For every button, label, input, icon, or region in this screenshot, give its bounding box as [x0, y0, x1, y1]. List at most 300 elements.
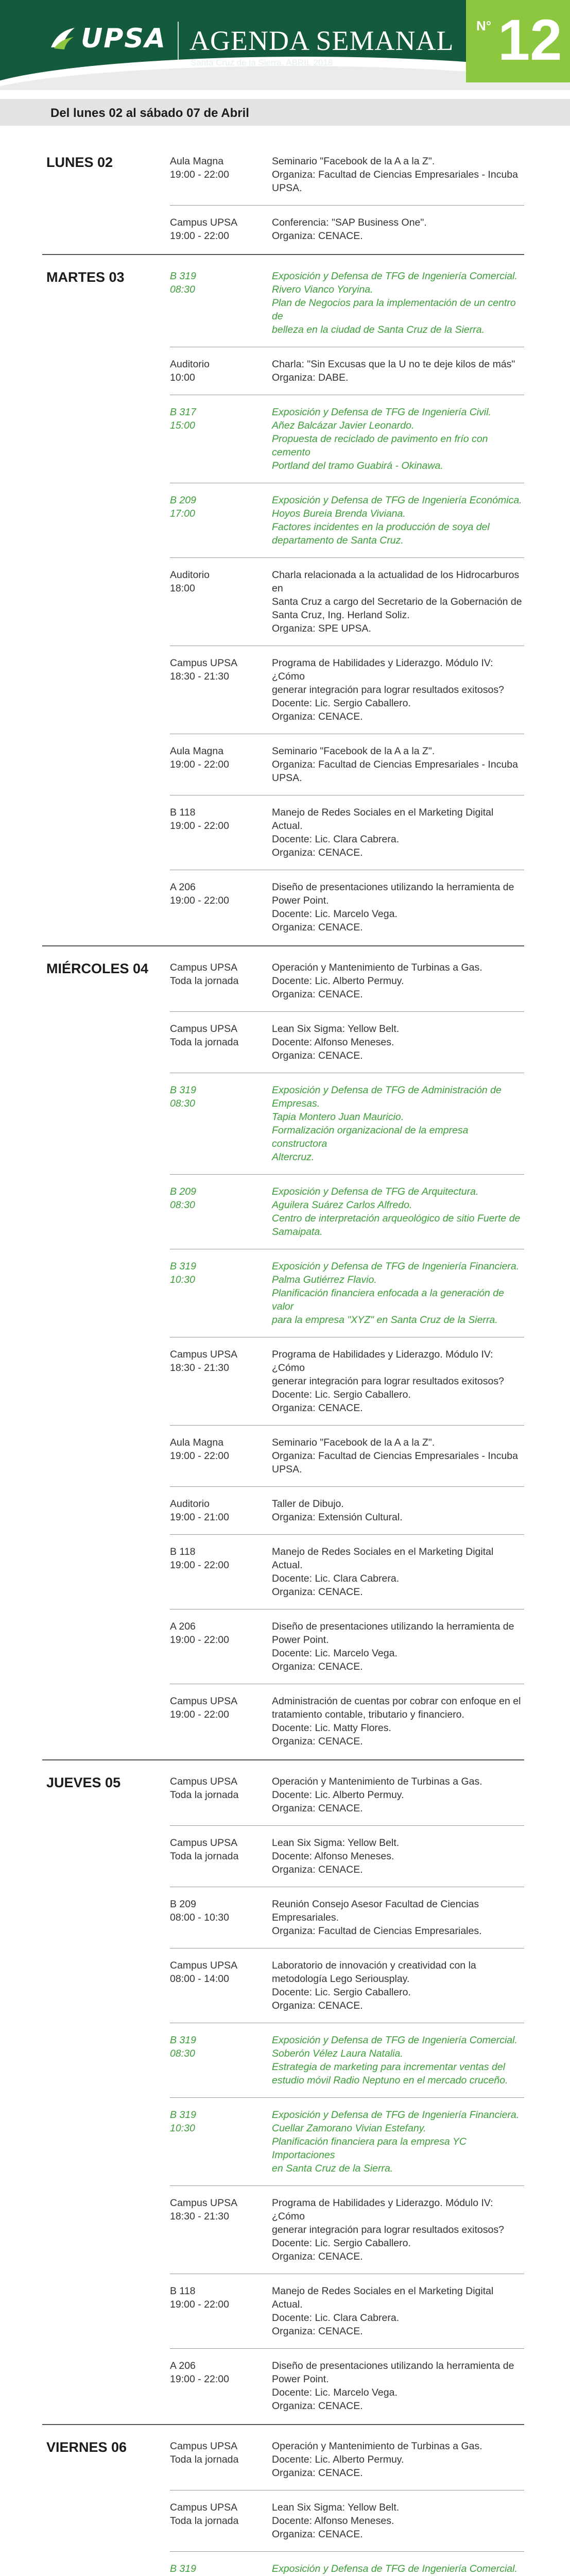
event-description [272, 1694, 524, 1748]
event-description-line: belleza en la ciudad de Santa Cruz de la Sierra. [272, 324, 485, 335]
event-description-line: Docente: Lic. Sergio Caballero. [272, 1987, 411, 1998]
event-description-line: Factores incidentes en la producción de soya del [272, 521, 490, 533]
event-location-time [170, 494, 272, 547]
event-description-line: Docente: Lic. Marcelo Vega. [272, 1648, 398, 1659]
event-location: Aula Magna [170, 1437, 224, 1448]
event-description-line: Operación y Mantenimiento de Turbinas a Gas. [272, 2441, 482, 2452]
event-description-line: Organiza: CENACE. [272, 2467, 363, 2479]
event-description [272, 1497, 524, 1524]
event-time: 18:30 - 21:30 [170, 1362, 229, 1374]
event-time: 08:00 - 14:00 [170, 1973, 229, 1985]
event-description-line: Diseño de presentaciones utilizando la herramienta de [272, 882, 514, 893]
event-description-line: Organiza: CENACE. [272, 2529, 363, 2540]
event-time: Toda la jornada [170, 2515, 239, 2527]
event-location-time [170, 358, 272, 384]
event-entry [170, 1497, 570, 1524]
weekly-schedule [0, 155, 570, 2576]
event-entry [170, 1775, 570, 1815]
event-entry [170, 2284, 570, 2338]
event-description-line: UPSA. [272, 1464, 302, 1475]
event-time: 15:00 [170, 420, 195, 431]
event-description-line: Power Point. [272, 2374, 329, 2385]
date-range: Del lunes 02 al sábado 07 de Abril [50, 106, 249, 120]
event-time: 19:00 - 22:00 [170, 1634, 229, 1646]
event-description-line: Portland del tramo Guabirá - Okinawa. [272, 460, 443, 471]
event-time: Toda la jornada [170, 1851, 239, 1862]
event-location: Campus UPSA [170, 2502, 238, 2513]
event-time: 18:30 - 21:30 [170, 671, 229, 682]
event-entry [170, 1620, 570, 1673]
event-location-time [170, 1775, 272, 1815]
event-description-line: Docente: Lic. Marcelo Vega. [272, 2387, 398, 2398]
event-location: Aula Magna [170, 745, 224, 757]
event-description-line: Lean Six Sigma: Yellow Belt. [272, 1837, 400, 1849]
event-description [272, 806, 524, 859]
event-description-line: Docente: Lic. Clara Cabrera. [272, 1573, 400, 1584]
event-description-line: Organiza: CENACE. [272, 1864, 363, 1875]
event-description-line: Soberón Vélez Laura Natalia. [272, 2048, 403, 2059]
event-description-line: Altercruz. [272, 1151, 315, 1163]
event-description-line: Lean Six Sigma: Yellow Belt. [272, 1023, 400, 1035]
event-entry [170, 1545, 570, 1599]
thesis-defense-entry [170, 1083, 570, 1164]
event-entry [170, 216, 570, 243]
event-time: 19:00 - 22:00 [170, 1560, 229, 1571]
event-description [272, 568, 524, 635]
event-location: Campus UPSA [170, 1960, 238, 1971]
event-description-line: Empresas. [272, 1098, 320, 1109]
event-location: B 319 [170, 270, 196, 282]
event-description-line: Santa Cruz a cargo del Secretario de la Gobernación de [272, 596, 522, 607]
event-location-time [170, 806, 272, 859]
event-description-line: Seminario "Facebook de la A a la Z". [272, 1437, 435, 1448]
event-location: B 319 [170, 2109, 196, 2121]
event-entry [170, 2196, 570, 2263]
event-description-line: Docente: Alfonso Meneses. [272, 2515, 394, 2527]
event-time: 19:00 - 22:00 [170, 820, 229, 832]
event-description-line: Estrategia de marketing para incrementar ventas del [272, 2061, 506, 2073]
entry-divider [170, 1534, 524, 1535]
event-description-line: Programa de Habilidades y Liderazgo. Módulo IV: ¿Cómo [272, 2197, 493, 2222]
event-entry [170, 656, 570, 723]
day-heading: JUEVES 05 [46, 1775, 121, 1790]
event-description-line: Propuesta de reciclado de pavimento en frío con cemento [272, 433, 488, 458]
day-divider [42, 2424, 524, 2425]
event-description-line: Organiza: CENACE. [272, 1050, 363, 1061]
event-location-time [170, 568, 272, 635]
event-location: B 319 [170, 2035, 196, 2046]
event-description-line: para la empresa "XYZ" en Santa Cruz de la Sierra. [272, 1314, 498, 1326]
event-description-line: Organiza: CENACE. [272, 922, 363, 933]
event-time: 19:00 - 22:00 [170, 2299, 229, 2310]
event-time: 08:30 [170, 2048, 195, 2059]
event-time: 19:00 - 22:00 [170, 1709, 229, 1720]
event-description-line: estudio móvil Radio Neptuno en el mercado cruceño. [272, 2075, 508, 2086]
entry-divider [170, 205, 524, 206]
entry-divider [170, 2551, 524, 2552]
event-description-line: Organiza: CENACE. [272, 2000, 363, 2011]
event-description-line: Plan de Negocios para la implementación de un centro de [272, 297, 516, 322]
event-location-time [170, 880, 272, 934]
entry-divider [170, 2097, 524, 2098]
thesis-defense-entry [170, 1260, 570, 1327]
day-section [0, 155, 570, 243]
event-description-line: Docente: Lic. Sergio Caballero. [272, 698, 411, 709]
event-description-line: Diseño de presentaciones utilizando la herramienta de [272, 2360, 514, 2371]
event-description-line: Empresariales. [272, 1912, 339, 1923]
event-description [272, 2562, 524, 2576]
issue-label: N° [476, 18, 492, 33]
event-location-time [170, 1836, 272, 1876]
date-range-band [0, 99, 570, 126]
event-description-line: Power Point. [272, 1634, 329, 1646]
event-description-line: Organiza: CENACE. [272, 2251, 363, 2262]
event-description [272, 1022, 524, 1062]
event-description-line: Formalización organizacional de la empresa constructora [272, 1125, 469, 1149]
event-entry [170, 961, 570, 1001]
event-description [272, 961, 524, 1001]
event-description [272, 656, 524, 723]
event-description-line: Tapia Montero Juan Mauricio. [272, 1111, 404, 1123]
event-location-time [170, 1260, 272, 1327]
event-description-line: Docente: Lic. Matty Flores. [272, 1722, 391, 1734]
thesis-defense-entry [170, 2562, 570, 2576]
event-description [272, 1897, 524, 1938]
event-time: 10:00 [170, 372, 195, 383]
event-location: Campus UPSA [170, 1023, 238, 1035]
entry-divider [170, 2348, 524, 2349]
event-description-line: Taller de Dibujo. [272, 1498, 344, 1510]
event-time: 08:30 [170, 1199, 195, 1211]
page-title: AGENDA SEMANAL [189, 25, 454, 56]
event-description-line: Organiza: Facultad de Ciencias Empresariales - Incuba [272, 1450, 518, 1462]
entry-divider [170, 557, 524, 558]
event-entry [170, 744, 570, 785]
event-description [272, 744, 524, 785]
event-description-line: Organiza: CENACE. [272, 2326, 363, 2337]
event-description [272, 2501, 524, 2541]
event-location-time [170, 2359, 272, 2413]
event-description-line: Centro de interpretación arqueológico de sitio Fuerte de [272, 1213, 521, 1224]
event-description-line: Exposición y Defensa de TFG de Administración de [272, 1084, 502, 1096]
event-description-line: Organiza: CENACE. [272, 711, 363, 722]
event-location: B 209 [170, 1899, 196, 1910]
event-location: Campus UPSA [170, 217, 238, 228]
event-location-time [170, 1083, 272, 1164]
event-location: Auditorio [170, 569, 210, 581]
entry-divider [170, 1825, 524, 1826]
event-time: 19:00 - 22:00 [170, 230, 229, 242]
event-time: 19:00 - 22:00 [170, 169, 229, 180]
event-location: A 206 [170, 1621, 196, 1632]
event-description-line: Aguilera Suárez Carlos Alfredo. [272, 1199, 412, 1211]
event-location: Campus UPSA [170, 2441, 238, 2452]
event-entry [170, 2439, 570, 2480]
event-description-line: Charla relacionada a la actualidad de los Hidrocarburos en [272, 569, 520, 594]
event-description-line: Docente: Lic. Marcelo Vega. [272, 908, 398, 920]
event-time: 19:00 - 22:00 [170, 2374, 229, 2385]
event-description-line: Manejo de Redes Sociales en el Marketing Digital Actual. [272, 2285, 494, 2310]
event-location-time [170, 2501, 272, 2541]
event-time: 10:30 [170, 1274, 195, 1285]
event-description [272, 2439, 524, 2480]
event-description-line: tratamiento contable, tributario y financiero. [272, 1709, 464, 1720]
event-description-line: departamento de Santa Cruz. [272, 535, 404, 546]
event-description-line: Seminario "Facebook de la A a la Z". [272, 745, 435, 757]
event-description [272, 216, 524, 243]
event-description-line: Docente: Lic. Alberto Permuy. [272, 2454, 404, 2465]
event-description [272, 2033, 524, 2087]
thesis-defense-entry [170, 405, 570, 472]
event-description [272, 1436, 524, 1476]
event-description-line: Exposición y Defensa de TFG de Ingeniería Comercial. [272, 270, 517, 282]
event-location-time [170, 744, 272, 785]
event-description-line: Diseño de presentaciones utilizando la herramienta de [272, 1621, 514, 1632]
event-entry [170, 880, 570, 934]
event-location: Aula Magna [170, 156, 224, 167]
event-location-time [170, 1959, 272, 2012]
event-entry [170, 568, 570, 635]
event-description-line: Docente: Lic. Sergio Caballero. [272, 2238, 411, 2249]
event-description-line: Programa de Habilidades y Liderazgo. Módulo IV: ¿Cómo [272, 1349, 493, 1374]
event-description-line: Organiza: Facultad de Ciencias Empresariales - Incuba [272, 169, 518, 180]
event-location: Campus UPSA [170, 2197, 238, 2209]
event-description-line: Organiza: CENACE. [272, 1661, 363, 1672]
event-description-line: Manejo de Redes Sociales en el Marketing Digital Actual. [272, 807, 494, 832]
event-description-line: Organiza: CENACE. [272, 989, 363, 1000]
event-description-line: Seminario "Facebook de la A a la Z". [272, 156, 435, 167]
event-location-time [170, 1185, 272, 1239]
event-description-line: Santa Cruz, Ing. Herland Soliz. [272, 609, 410, 621]
event-description [272, 1185, 524, 1239]
event-entry [170, 155, 570, 195]
event-description-line: Docente: Lic. Sergio Caballero. [272, 1389, 411, 1400]
event-location-time [170, 2562, 272, 2576]
entry-divider [170, 1486, 524, 1487]
event-description-line: generar integración para lograr resultados exitosos? [272, 1376, 504, 1387]
event-time: 19:00 - 22:00 [170, 895, 229, 906]
event-description [272, 2108, 524, 2175]
event-description [272, 1260, 524, 1327]
event-description-line: Exposición y Defensa de TFG de Arquitectura. [272, 1186, 479, 1197]
event-location-time [170, 405, 272, 472]
event-entry [170, 806, 570, 859]
event-description [272, 1775, 524, 1815]
event-location-time [170, 2033, 272, 2087]
event-description-line: UPSA. [272, 182, 302, 194]
day-section [0, 961, 570, 1748]
event-description-line: Exposición y Defensa de TFG de Ingeniería Financiera. [272, 1261, 520, 1272]
event-description-line: Exposición y Defensa de TFG de Ingeniería Financiera. [272, 2109, 520, 2121]
event-description-line: Organiza: Facultad de Ciencias Empresariales - Incuba [272, 759, 518, 770]
event-description [272, 1083, 524, 1164]
event-description-line: Organiza: Facultad de Ciencias Empresariales. [272, 1925, 482, 1937]
event-description [272, 1348, 524, 1415]
event-time: 08:30 [170, 1098, 195, 1109]
event-description-line: Organiza: CENACE. [272, 1586, 363, 1598]
event-description-line: Samaipata. [272, 1226, 323, 1238]
event-description-line: Organiza: SPE UPSA. [272, 623, 371, 634]
event-description-line: Power Point. [272, 895, 329, 906]
event-entry [170, 2359, 570, 2413]
day-section [0, 269, 570, 934]
event-description-line: Exposición y Defensa de TFG de Ingeniería Comercial. [272, 2563, 517, 2574]
event-description-line: Administración de cuentas por cobrar con enfoque en el [272, 1696, 521, 1707]
event-time: 18:30 - 21:30 [170, 2211, 229, 2222]
event-location-time [170, 2439, 272, 2480]
event-location: Campus UPSA [170, 1349, 238, 1360]
event-time: 19:00 - 21:00 [170, 1512, 229, 1523]
thesis-defense-entry [170, 2108, 570, 2175]
event-description-line: Rivero Vianco Yoryina. [272, 284, 373, 295]
entry-divider [170, 1174, 524, 1175]
day-section [0, 1775, 570, 2413]
event-description-line: Docente: Lic. Alberto Permuy. [272, 975, 404, 987]
issue-badge [466, 0, 570, 82]
event-entry [170, 1022, 570, 1062]
event-location: Campus UPSA [170, 962, 238, 973]
event-location: Auditorio [170, 359, 210, 370]
entry-divider [170, 2185, 524, 2186]
event-location-time [170, 1436, 272, 1476]
event-location-time [170, 2284, 272, 2338]
event-description-line: Organiza: CENACE. [272, 1402, 363, 1414]
event-description-line: Organiza: Extensión Cultural. [272, 1512, 403, 1523]
event-location: Campus UPSA [170, 657, 238, 669]
event-location-time [170, 1545, 272, 1599]
event-location: B 209 [170, 495, 196, 506]
event-description-line: Docente: Lic. Clara Cabrera. [272, 834, 400, 845]
event-description-line: Conferencia: "SAP Business One". [272, 217, 427, 228]
day-heading: VIERNES 06 [46, 2439, 127, 2455]
event-description-line: Hoyos Bureia Brenda Viviana. [272, 508, 406, 519]
event-location: A 206 [170, 2360, 196, 2371]
event-description-line: Exposición y Defensa de TFG de Ingeniería Civil. [272, 406, 491, 418]
event-description [272, 1620, 524, 1673]
entry-divider [170, 1011, 524, 1012]
event-description-line: Exposición y Defensa de TFG de Ingeniería Económica. [272, 495, 522, 506]
event-description [272, 358, 524, 384]
event-description-line: Organiza: DABE. [272, 372, 349, 383]
event-location-time [170, 1620, 272, 1673]
day-heading: MARTES 03 [46, 269, 125, 285]
event-entry [170, 2501, 570, 2541]
event-location-time [170, 2108, 272, 2175]
event-location: B 118 [170, 807, 196, 818]
event-description-line: Planificación financiera enfocada a la generación de valor [272, 1287, 504, 1312]
event-location: B 118 [170, 1546, 196, 1557]
event-time: 18:00 [170, 583, 195, 594]
event-description-line: Palma Gutiérrez Flavio. [272, 1274, 377, 1285]
day-divider [42, 254, 524, 255]
event-description-line: Organiza: CENACE. [272, 2400, 363, 2412]
event-location: B 317 [170, 406, 196, 418]
event-description [272, 155, 524, 195]
event-location-time [170, 1897, 272, 1938]
event-entry [170, 1694, 570, 1748]
event-location: Campus UPSA [170, 1776, 238, 1787]
event-description-line: Organiza: CENACE. [272, 1736, 363, 1747]
event-description [272, 2196, 524, 2263]
event-description [272, 269, 524, 336]
event-description-line: Operación y Mantenimiento de Turbinas a Gas. [272, 962, 482, 973]
event-time: 08:00 - 10:30 [170, 1912, 229, 1923]
event-location: B 319 [170, 1084, 196, 1096]
event-time: 10:30 [170, 2123, 195, 2134]
day-divider [42, 945, 524, 946]
event-description [272, 2284, 524, 2338]
event-description-line: Cuellar Zamorano Vivian Estefany. [272, 2123, 426, 2134]
thesis-defense-entry [170, 1185, 570, 1239]
event-entry [170, 1436, 570, 1476]
event-location: Campus UPSA [170, 1837, 238, 1849]
thesis-defense-entry [170, 269, 570, 336]
event-description-line: Organiza: CENACE. [272, 847, 363, 858]
event-description-line: Docente: Alfonso Meneses. [272, 1851, 394, 1862]
event-time: Toda la jornada [170, 2454, 239, 2465]
event-description [272, 880, 524, 934]
header-divider [178, 22, 179, 68]
event-description-line: Planificación financiera para la empresa YC Importaciones [272, 2136, 467, 2161]
event-time: Toda la jornada [170, 1789, 239, 1801]
event-description [272, 405, 524, 472]
event-description-line: metodología Lego Seriousplay. [272, 1973, 410, 1985]
logo-text: UPSA [81, 23, 167, 54]
event-entry [170, 1959, 570, 2012]
event-location-time [170, 2196, 272, 2263]
event-description-line: Lean Six Sigma: Yellow Belt. [272, 2502, 400, 2513]
event-entry [170, 1348, 570, 1415]
event-description-line: Exposición y Defensa de TFG de Ingeniería Comercial. [272, 2035, 517, 2046]
day-divider [42, 1759, 524, 1760]
event-description-line: Programa de Habilidades y Liderazgo. Módulo IV: ¿Cómo [272, 657, 493, 682]
day-heading: MIÉRCOLES 04 [46, 961, 149, 976]
event-description-line: Reunión Consejo Asesor Facultad de Ciencias [272, 1899, 479, 1910]
event-location-time [170, 1348, 272, 1415]
event-location: B 118 [170, 2285, 196, 2297]
event-description-line: Organiza: CENACE. [272, 230, 363, 242]
event-location: Campus UPSA [170, 1696, 238, 1707]
event-time: Toda la jornada [170, 1037, 239, 1048]
event-description [272, 1545, 524, 1599]
event-description-line: Operación y Mantenimiento de Turbinas a Gas. [272, 1776, 482, 1787]
event-location-time [170, 656, 272, 723]
event-description [272, 2359, 524, 2413]
event-description-line: UPSA. [272, 772, 302, 784]
event-description-line: Añez Balcázar Javier Leonardo. [272, 420, 414, 431]
event-description-line: Charla: "Sin Excusas que la U no te deje kilos de más" [272, 359, 515, 370]
event-description-line: Docente: Lic. Alberto Permuy. [272, 1789, 404, 1801]
event-description-line: generar integración para lograr resultados exitosos? [272, 684, 504, 696]
thesis-defense-entry [170, 494, 570, 547]
event-entry [170, 1897, 570, 1938]
issue-number: 12 [498, 8, 562, 72]
day-heading: LUNES 02 [46, 155, 113, 170]
event-entry [170, 1836, 570, 1876]
event-description [272, 1836, 524, 1876]
event-location-time [170, 1022, 272, 1062]
event-location-time [170, 269, 272, 336]
upsa-logo [49, 21, 172, 57]
event-location: A 206 [170, 882, 196, 893]
entry-divider [170, 1425, 524, 1426]
event-time: 08:30 [170, 284, 195, 295]
event-location: B 319 [170, 2563, 196, 2574]
page-subtitle: Santa Cruz de la Sierra, ABRIL 2018 [191, 58, 333, 67]
day-section [0, 2439, 570, 2576]
event-location-time [170, 155, 272, 195]
event-description [272, 494, 524, 547]
